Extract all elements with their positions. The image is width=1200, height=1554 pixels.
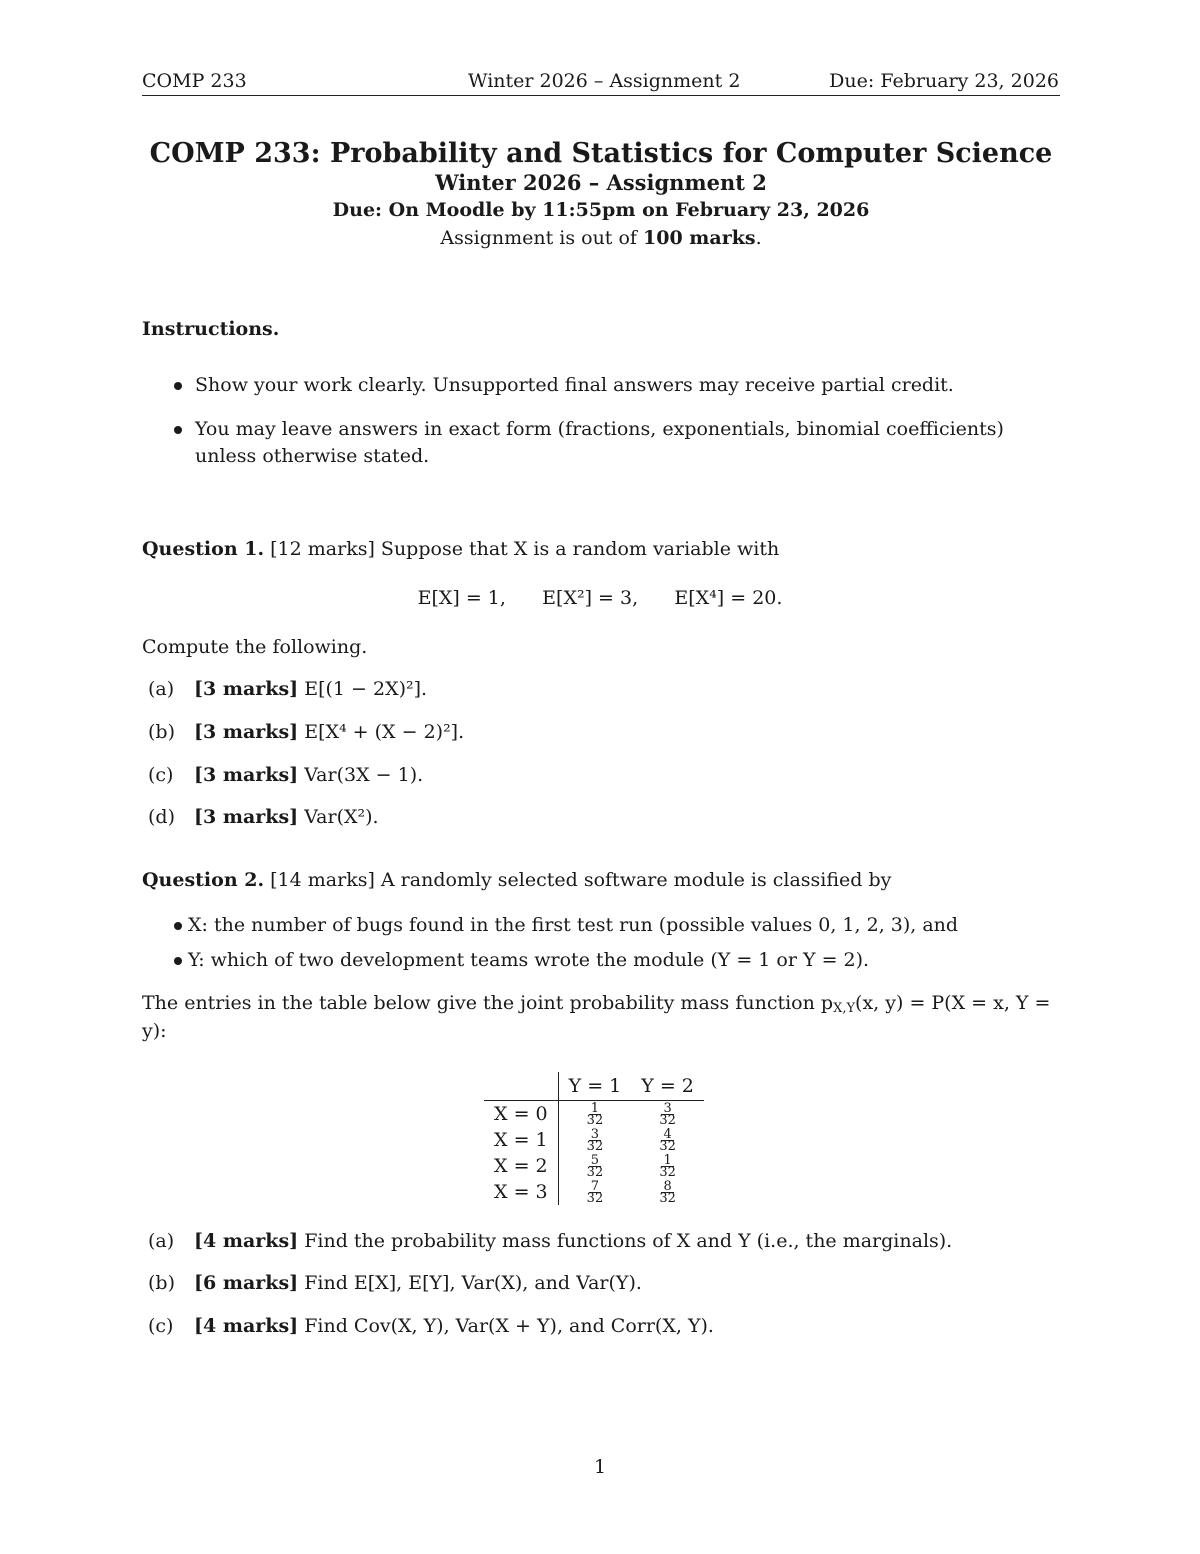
question-2-intro bbox=[142, 869, 891, 891]
bullet-icon bbox=[174, 922, 182, 930]
numerator: 1 bbox=[590, 1100, 600, 1116]
question-1-part-a bbox=[148, 678, 427, 700]
denominator: 32 bbox=[659, 1112, 676, 1128]
question-2-part-a bbox=[148, 1230, 952, 1252]
question-2-bullet-y: Y: which of two development teams wrote the module (Y = 1 or Y = 2). bbox=[188, 949, 870, 971]
header-course: COMP 233 bbox=[142, 70, 247, 92]
fraction bbox=[659, 1100, 676, 1128]
table-cell bbox=[631, 1101, 704, 1128]
bullet-icon bbox=[174, 426, 182, 434]
joint-pmf-table bbox=[484, 1072, 704, 1205]
question-2-text: A randomly selected software module is classified by bbox=[380, 869, 892, 891]
denominator: 32 bbox=[659, 1164, 676, 1180]
table-row-header: X = 3 bbox=[484, 1179, 558, 1205]
question-2-part-c bbox=[148, 1315, 714, 1337]
fraction bbox=[586, 1100, 604, 1128]
fraction bbox=[586, 1178, 604, 1206]
part-text: Find E[X], E[Y], Var(X), and Var(Y). bbox=[304, 1272, 642, 1294]
question-1-label: Question 1. bbox=[142, 538, 265, 560]
table-intro bbox=[142, 992, 1060, 1016]
question-1-intro bbox=[142, 538, 779, 560]
part-expression: Var(X²). bbox=[304, 806, 379, 828]
part-expression: E[(1 − 2X)²]. bbox=[304, 678, 428, 700]
numerator: 3 bbox=[590, 1126, 600, 1142]
bullet-icon bbox=[174, 382, 182, 390]
part-label: (b) bbox=[148, 1272, 175, 1294]
question-1-part-d bbox=[148, 806, 379, 828]
fraction bbox=[659, 1126, 676, 1154]
marks-prefix: Assignment is out of bbox=[440, 227, 643, 249]
part-marks: [4 marks] bbox=[194, 1315, 299, 1337]
question-1-part-c bbox=[148, 764, 423, 786]
instruction-item: You may leave answers in exact form (fractions, exponentials, binomial coefficients) unless otherwise stated. bbox=[195, 418, 1004, 467]
denominator: 32 bbox=[659, 1190, 676, 1206]
part-marks: [6 marks] bbox=[194, 1272, 299, 1294]
table-row-header: X = 2 bbox=[484, 1153, 558, 1179]
table-intro-text: The entries in the table below give the joint probability mass function p bbox=[142, 992, 834, 1014]
page-number: 1 bbox=[593, 1456, 607, 1478]
numerator: 8 bbox=[663, 1178, 672, 1194]
table-corner-cell bbox=[484, 1072, 558, 1101]
question-2-label: Question 2. bbox=[142, 869, 265, 891]
question-1-given-moments: E[X] = 1, E[X²] = 3, E[X⁴] = 20. bbox=[417, 587, 783, 609]
marks-suffix: . bbox=[755, 227, 762, 249]
part-marks: [4 marks] bbox=[194, 1230, 299, 1252]
table-row-header: X = 1 bbox=[484, 1127, 558, 1153]
table-intro-text-2: (x, y) = P(X = x, Y = bbox=[855, 992, 1051, 1014]
numerator: 4 bbox=[663, 1126, 672, 1142]
denominator: 32 bbox=[586, 1164, 604, 1180]
instruction-item: Show your work clearly. Unsupported final answers may receive partial credit. bbox=[195, 374, 954, 396]
header-rule bbox=[142, 95, 1060, 96]
part-label: (c) bbox=[148, 764, 174, 786]
question-1-marks: [12 marks] bbox=[270, 538, 375, 560]
part-label: (a) bbox=[148, 1230, 175, 1252]
part-label: (a) bbox=[148, 678, 175, 700]
part-text: Find the probability mass functions of X and Y (i.e., the marginals). bbox=[304, 1230, 953, 1252]
part-expression: E[X⁴ + (X − 2)²]. bbox=[304, 721, 465, 743]
table-cell bbox=[558, 1127, 631, 1153]
bullet-icon bbox=[174, 957, 182, 965]
question-1-text: Suppose that X is a random variable with bbox=[380, 538, 780, 560]
question-1-compute: Compute the following. bbox=[142, 636, 368, 658]
table-row bbox=[484, 1179, 704, 1205]
table-row bbox=[484, 1153, 704, 1179]
question-1-part-b bbox=[148, 721, 464, 743]
question-2-bullet-x: X: the number of bugs found in the first test run (possible values 0, 1, 2, 3), and bbox=[188, 914, 959, 936]
table-cell bbox=[558, 1101, 631, 1128]
question-2-marks: [14 marks] bbox=[270, 869, 375, 891]
part-label: (c) bbox=[148, 1315, 174, 1337]
document-subtitle: Winter 2026 – Assignment 2 bbox=[435, 170, 767, 195]
part-text: Find Cov(X, Y), Var(X + Y), and Corr(X, Y). bbox=[304, 1315, 714, 1337]
table-intro-continued: y): bbox=[142, 1020, 167, 1042]
table-header-row bbox=[484, 1072, 704, 1101]
marks-line bbox=[142, 227, 1060, 249]
instructions-heading: Instructions. bbox=[142, 318, 280, 340]
fraction bbox=[659, 1178, 676, 1206]
document-title: COMP 233: Probability and Statistics for Computer Science bbox=[149, 138, 1053, 169]
table-row bbox=[484, 1127, 704, 1153]
table-col-header: Y = 2 bbox=[631, 1072, 704, 1101]
numerator: 3 bbox=[663, 1100, 672, 1116]
table-intro-subscript: X,Y bbox=[833, 1001, 856, 1016]
denominator: 32 bbox=[586, 1190, 604, 1206]
table-cell bbox=[631, 1179, 704, 1205]
denominator: 32 bbox=[659, 1138, 676, 1154]
fraction bbox=[586, 1152, 604, 1180]
table-cell bbox=[558, 1179, 631, 1205]
numerator: 7 bbox=[590, 1178, 600, 1194]
denominator: 32 bbox=[586, 1112, 604, 1128]
marks-total: 100 marks bbox=[643, 227, 756, 249]
part-marks: [3 marks] bbox=[194, 806, 299, 828]
table-col-header: Y = 1 bbox=[558, 1072, 631, 1101]
header-term: Winter 2026 – Assignment 2 bbox=[468, 70, 741, 92]
fraction bbox=[659, 1152, 676, 1180]
table-cell bbox=[631, 1127, 704, 1153]
numerator: 5 bbox=[590, 1152, 600, 1168]
table-cell bbox=[631, 1153, 704, 1179]
part-label: (d) bbox=[148, 806, 175, 828]
fraction bbox=[586, 1126, 604, 1154]
due-line: Due: On Moodle by 11:55pm on February 23, 2026 bbox=[332, 199, 870, 221]
part-marks: [3 marks] bbox=[194, 764, 299, 786]
part-label: (b) bbox=[148, 721, 175, 743]
part-marks: [3 marks] bbox=[194, 721, 299, 743]
numerator: 1 bbox=[663, 1152, 672, 1168]
part-expression: Var(3X − 1). bbox=[304, 764, 424, 786]
table-row bbox=[484, 1101, 704, 1128]
part-marks: [3 marks] bbox=[194, 678, 299, 700]
question-2-part-b bbox=[148, 1272, 642, 1294]
header-due: Due: February 23, 2026 bbox=[829, 70, 1059, 92]
table-cell bbox=[558, 1153, 631, 1179]
denominator: 32 bbox=[586, 1138, 604, 1154]
table-row-header: X = 0 bbox=[484, 1101, 558, 1128]
